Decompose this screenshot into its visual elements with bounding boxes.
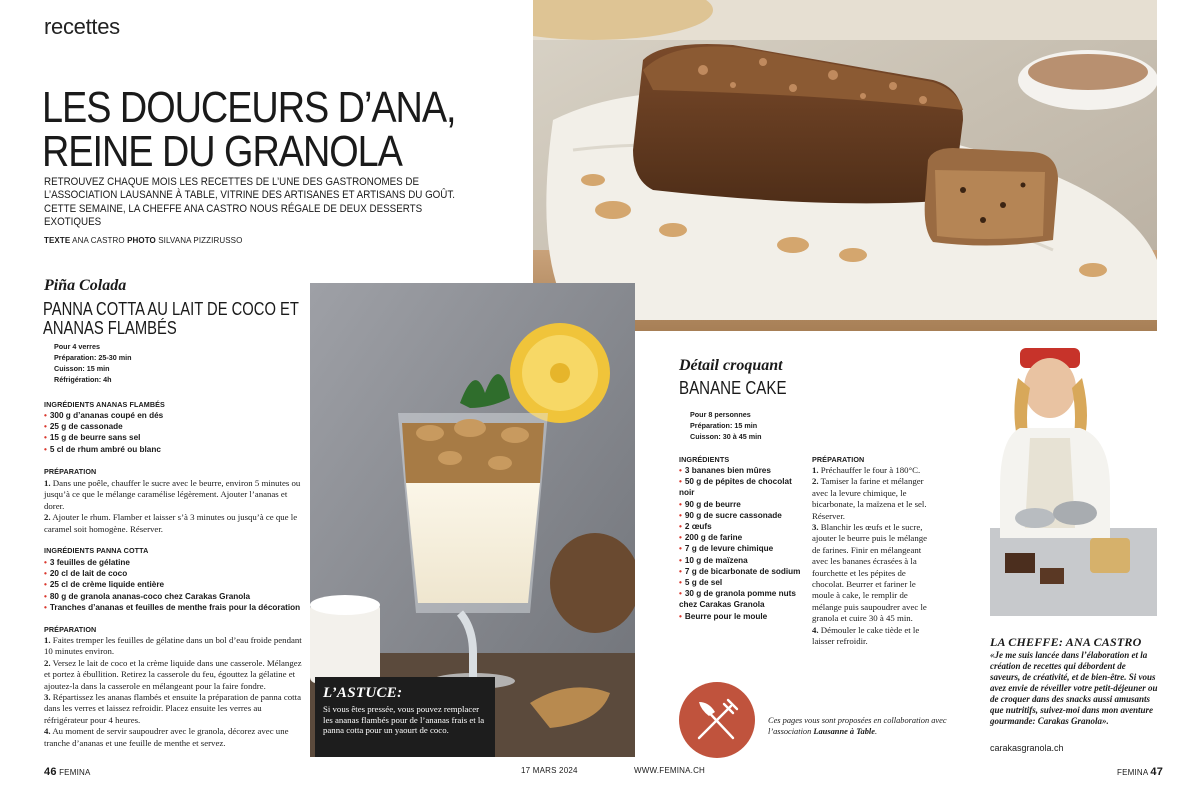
recipe1-title-line-1: PANNA COTTA AU LAIT DE COCO ET bbox=[43, 299, 299, 319]
lead-paragraph bbox=[44, 176, 526, 230]
banana-cake-photo bbox=[533, 0, 1157, 331]
prep-step: 2. Ajouter le rhum. Flamber et laisser s’à 3 minutes ou jusqu’à ce que le caramel soit homogène. Réserver. bbox=[44, 512, 298, 534]
recipe1-ingredients2-heading: INGRÉDIENTS PANNA COTTA bbox=[44, 546, 149, 555]
prep-step: 1. Préchauffer le four à 180°C. bbox=[812, 465, 921, 475]
section-label: recettes bbox=[44, 14, 120, 39]
lead-line-2: L’ASSOCIATION LAUSANNE À TABLE, VITRINE DES ARTISANES ET ARTISANS DU GOÛT. bbox=[44, 189, 455, 202]
recipe2-kicker: Détail croquant bbox=[679, 357, 783, 374]
prep-step: 2. Versez le lait de coco et la crème liquide dans une casserole. Mélangez et portez à ébullition. Retirez la casserole du feu, égouttez la gélatine et ajoutez-la dans la casserole en mélangeant pour la faire fondre. bbox=[44, 657, 302, 691]
footer-left bbox=[44, 766, 91, 778]
recipe1-servings: Pour 4 verres bbox=[54, 342, 100, 351]
recipe1-kicker: Piña Colada bbox=[44, 277, 127, 294]
prep-step: 4. Au moment de servir saupoudrer avec le granola, décorez avec une tranche d’ananas et une feuille de menthe et servez. bbox=[44, 726, 289, 748]
prep-step: 1. Faites tremper les feuilles de gélatine dans un bol d’eau froide pendant 10 minutes environ. bbox=[44, 635, 302, 657]
list-item: • 2 œufs bbox=[679, 521, 809, 532]
partner-name: Lausanne à Table bbox=[813, 727, 875, 736]
recipe2-meta bbox=[690, 409, 762, 442]
recipe2-prep-steps bbox=[812, 465, 934, 648]
magazine-name-left: FEMINA bbox=[59, 768, 91, 777]
list-item: • 25 g de cassonade bbox=[44, 421, 294, 432]
recipe1-meta bbox=[54, 341, 132, 385]
list-item: • 30 g de granola pomme nuts chez Carakas Granola bbox=[679, 588, 809, 610]
recipe2-cook-time: Cuisson: 30 à 45 min bbox=[690, 432, 762, 441]
page-title-line-1: LES DOUCEURS D’ANA, bbox=[42, 83, 456, 132]
recipe1-ingredients1-list bbox=[44, 410, 294, 455]
list-item: • 10 g de maïzena bbox=[679, 555, 809, 566]
tip-box bbox=[315, 677, 495, 757]
prep-step: 2. Tamiser la farine et mélanger avec la levure chimique, le bicarbonate, la maïzena et le sel. Réserver. bbox=[812, 476, 927, 521]
lead-line-4: EXOTIQUES bbox=[44, 216, 102, 229]
recipe1-prep1-steps bbox=[44, 478, 309, 535]
prep-step: 4. Démouler le cake tiède et le laisser refroidir. bbox=[812, 624, 920, 647]
list-item: • 5 g de sel bbox=[679, 577, 809, 588]
page-title bbox=[42, 83, 456, 176]
credit-photo-label: PHOTO bbox=[127, 236, 156, 245]
partner-note: Ces pages vous sont proposées en collaboration avec l’association Lausanne à Table. bbox=[768, 716, 947, 736]
credit-text-label: TEXTE bbox=[44, 236, 71, 245]
chef-title: LA CHEFFE: ANA CASTRO bbox=[990, 635, 1142, 649]
list-item: • 90 g de beurre bbox=[679, 499, 809, 510]
page-number-right: 47 bbox=[1150, 766, 1164, 778]
list-item: • 7 g de bicarbonate de sodium bbox=[679, 566, 809, 577]
credit-text-name: ANA CASTRO bbox=[72, 236, 125, 245]
recipe1-cook-time: Cuisson: 15 min bbox=[54, 364, 110, 373]
credit-photo-name: SILVANA PIZZIRUSSO bbox=[158, 236, 243, 245]
list-item: • 90 g de sucre cassonade bbox=[679, 510, 809, 521]
cutlery-icon bbox=[679, 682, 755, 758]
list-item: • 15 g de beurre sans sel bbox=[44, 432, 294, 443]
list-item: • 3 bananes bien mûres bbox=[679, 465, 809, 476]
list-item: • 25 cl de crème liquide entière bbox=[44, 579, 309, 590]
prep-step: 3. Blanchir les œufs et le sucre, ajouter le beurre puis le mélange de farines. Finir en mélangeant avec les bananes écrasées à la fourchette et les pépites de chocolat. Beurrer et fariner le moule à cake, le remplir de mélange puis saupoudrer avec le granola et cuire 30 à 45 min. bbox=[812, 522, 928, 624]
recipe2-prep-time: Préparation: 15 min bbox=[690, 421, 758, 430]
chef-website-link[interactable]: carakasgranola.ch bbox=[990, 743, 1064, 753]
list-item: • 50 g de pépites de chocolat noir bbox=[679, 476, 809, 498]
prep-step: 1. Dans une poêle, chauffer le sucre avec le beurre, environ 5 minutes ou jusqu’à ce que le mélange caramélise légèrement. Ajouter l’ananas et dorer. bbox=[44, 478, 301, 511]
list-item: • 300 g d’ananas coupé en dés bbox=[44, 410, 294, 421]
tip-text: Si vous êtes pressée, vous pouvez remplacer les ananas flambés pour de l’ananas frais et la panna cotta pour un yaourt de coco. bbox=[323, 704, 485, 736]
recipe1-prep-time: Préparation: 25-30 min bbox=[54, 353, 132, 362]
recipe1-title-line-2: ANANAS FLAMBÉS bbox=[43, 318, 177, 338]
prep-step: 3. Répartissez les ananas flambés et ensuite la préparation de panna cotta dans les verres et laissez refroidir. Placez ensuite les verres au réfrigérateur pour 4 heures. bbox=[44, 692, 301, 725]
list-item: • 7 g de levure chimique bbox=[679, 543, 809, 554]
tip-title: L’ASTUCE: bbox=[323, 685, 403, 701]
list-item: • 200 g de farine bbox=[679, 532, 809, 543]
credits bbox=[44, 236, 242, 245]
recipe2-ingredients-list bbox=[679, 465, 809, 622]
footer-date: 17 MARS 2024 bbox=[521, 766, 578, 775]
magazine-name-right: FEMINA bbox=[1117, 768, 1148, 777]
recipe1-prep2-heading: PRÉPARATION bbox=[44, 625, 97, 634]
footer-website-link[interactable]: WWW.FEMINA.CH bbox=[634, 766, 706, 775]
page-number-left: 46 bbox=[44, 766, 57, 778]
lead-line-3: CETTE SEMAINE, LA CHEFFE ANA CASTRO NOUS RÉGALE DE DEUX DESSERTS bbox=[44, 202, 423, 215]
chef-photo bbox=[990, 348, 1157, 616]
recipe2-prep-heading: PRÉPARATION bbox=[812, 455, 865, 464]
list-item: • 20 cl de lait de coco bbox=[44, 568, 309, 579]
recipe1-ingredients1-heading: INGRÉDIENTS ANANAS FLAMBÉS bbox=[44, 400, 165, 409]
footer-right bbox=[1117, 766, 1163, 778]
recipe1-title bbox=[43, 300, 314, 338]
recipe1-prep2-steps bbox=[44, 635, 306, 749]
list-item: • Tranches d’ananas et feuilles de menthe frais pour la décoration bbox=[44, 602, 309, 613]
recipe1-prep1-heading: PRÉPARATION bbox=[44, 467, 97, 476]
recipe1-ingredients2-list bbox=[44, 557, 309, 613]
recipe2-servings: Pour 8 personnes bbox=[690, 410, 751, 419]
recipe2-ingredients-heading: INGRÉDIENTS bbox=[679, 455, 730, 464]
page-title-line-2: REINE DU GRANOLA bbox=[42, 127, 402, 176]
list-item: • 5 cl de rhum ambré ou blanc bbox=[44, 444, 294, 455]
recipe2-title: BANANE CAKE bbox=[679, 378, 787, 398]
list-item: • 80 g de granola ananas-coco chez Carakas Granola bbox=[44, 591, 309, 602]
list-item: • 3 feuilles de gélatine bbox=[44, 557, 309, 568]
lead-line-1: RETROUVEZ CHAQUE MOIS LES RECETTES DE L’UNE DES GASTRONOMES DE bbox=[44, 176, 420, 188]
list-item: • Beurre pour le moule bbox=[679, 611, 809, 622]
recipe1-chill-time: Réfrigération: 4h bbox=[54, 375, 112, 384]
chef-quote: «Je me suis lancée dans l’élaboration et la création de recettes qui débordent de saveurs, de créativité, et de bien-être. Si vous avez envie de réveiller votre petit-déjeuner ou de croquer dans des snacks aussi amusants que nutritifs, suivez-moi dans mon aventure gourmande: Carakas Granola». bbox=[990, 650, 1158, 726]
